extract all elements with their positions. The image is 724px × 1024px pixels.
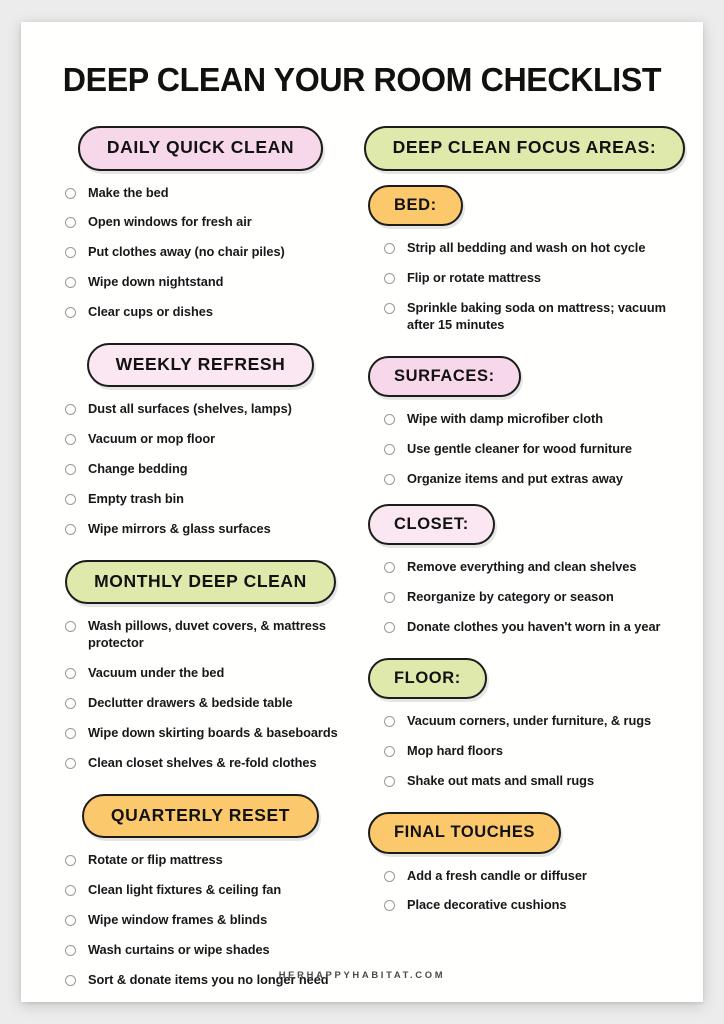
list-item-label: Declutter drawers & bedside table bbox=[88, 695, 293, 711]
list-item-label: Strip all bedding and wash on hot cycle bbox=[407, 240, 646, 255]
list-item[interactable] bbox=[65, 274, 344, 291]
list-item[interactable] bbox=[384, 773, 681, 790]
section-header-monthly-deep-clean bbox=[53, 560, 344, 605]
section-header-bed bbox=[368, 185, 681, 227]
list-item[interactable] bbox=[384, 471, 681, 488]
checkbox-icon[interactable] bbox=[384, 562, 395, 573]
list-item[interactable] bbox=[384, 240, 681, 257]
list-item[interactable] bbox=[65, 304, 344, 321]
checkbox-icon[interactable] bbox=[65, 945, 76, 956]
list-item[interactable] bbox=[65, 618, 344, 652]
checkbox-icon[interactable] bbox=[384, 900, 395, 911]
checklist-weekly-refresh bbox=[53, 401, 344, 537]
checklist-final-touches bbox=[368, 868, 681, 915]
list-item-label: Remove everything and clean shelves bbox=[407, 559, 637, 575]
list-item-label: Wipe mirrors & glass surfaces bbox=[88, 521, 271, 537]
checkbox-icon[interactable] bbox=[65, 915, 76, 926]
list-item-label: Flip or rotate mattress bbox=[407, 269, 541, 285]
checkbox-icon[interactable] bbox=[384, 776, 395, 787]
list-item-label: Wipe window frames & blinds bbox=[88, 912, 268, 928]
list-item[interactable] bbox=[384, 411, 681, 428]
list-item-label: Clean closet shelves & re-fold clothes bbox=[88, 754, 317, 770]
page-title: DEEP CLEAN YOUR ROOM CHECKLIST bbox=[62, 62, 662, 99]
list-item-label: Dust all surfaces (shelves, lamps) bbox=[88, 401, 292, 417]
list-item[interactable] bbox=[65, 882, 344, 899]
pill-daily-quick-clean[interactable]: DAILY QUICK CLEAN bbox=[78, 126, 323, 171]
checklist-bed bbox=[368, 240, 681, 334]
list-item[interactable] bbox=[65, 185, 344, 202]
list-item-label: Vacuum corners, under furniture, & rugs bbox=[407, 713, 652, 729]
section-header-closet bbox=[368, 504, 681, 546]
list-item-label: Put clothes away (no chair piles) bbox=[88, 244, 285, 260]
list-item[interactable] bbox=[65, 725, 344, 742]
list-item-label: Sort & donate items you no longer need bbox=[88, 971, 329, 987]
checkbox-icon[interactable] bbox=[65, 434, 76, 445]
section-header-surfaces bbox=[368, 356, 681, 398]
list-item[interactable] bbox=[65, 521, 344, 538]
list-item[interactable] bbox=[384, 619, 681, 636]
list-item-label: Vacuum or mop floor bbox=[88, 431, 216, 447]
list-item[interactable] bbox=[65, 755, 344, 772]
list-item[interactable] bbox=[65, 491, 344, 508]
checkbox-icon[interactable] bbox=[384, 444, 395, 455]
list-item-label: Wipe down skirting boards & baseboards bbox=[88, 724, 338, 740]
pill-deep-clean-focus-areas[interactable]: DEEP CLEAN FOCUS AREAS: bbox=[364, 126, 686, 171]
pill-weekly-refresh[interactable]: WEEKLY REFRESH bbox=[87, 343, 315, 388]
list-item[interactable] bbox=[384, 270, 681, 287]
checkbox-icon[interactable] bbox=[65, 698, 76, 709]
list-item-label: Use gentle cleaner for wood furniture bbox=[407, 440, 632, 456]
checkbox-icon[interactable] bbox=[384, 622, 395, 633]
checkbox-icon[interactable] bbox=[65, 885, 76, 896]
list-item-label: Clear cups or dishes bbox=[88, 304, 213, 320]
list-item[interactable] bbox=[65, 244, 344, 261]
checkbox-icon[interactable] bbox=[384, 414, 395, 425]
checkbox-icon[interactable] bbox=[65, 277, 76, 288]
list-item[interactable] bbox=[65, 942, 344, 959]
checklist-surfaces bbox=[368, 411, 681, 488]
checkbox-icon[interactable] bbox=[384, 592, 395, 603]
checkbox-icon[interactable] bbox=[384, 303, 395, 314]
checkbox-icon[interactable] bbox=[65, 621, 76, 632]
checkbox-icon[interactable] bbox=[384, 746, 395, 757]
list-item-label: Mop hard floors bbox=[407, 743, 503, 759]
list-item[interactable] bbox=[384, 589, 681, 606]
section-header-focus-areas bbox=[368, 126, 681, 171]
list-item-label: Shake out mats and small rugs bbox=[407, 773, 595, 789]
checkbox-icon[interactable] bbox=[65, 188, 76, 199]
list-item-label: Reorganize by category or season bbox=[407, 589, 614, 605]
pill-bed[interactable]: BED: bbox=[368, 185, 463, 227]
pill-surfaces[interactable]: SURFACES: bbox=[368, 356, 521, 398]
section-header-daily-quick-clean bbox=[53, 126, 344, 171]
checklist-sheet bbox=[21, 22, 703, 1002]
list-item-label: Add a fresh candle or diffuser bbox=[407, 867, 587, 883]
list-item[interactable] bbox=[384, 713, 681, 730]
checkbox-icon[interactable] bbox=[65, 855, 76, 866]
list-item-label: Empty trash bin bbox=[88, 491, 184, 507]
list-item[interactable] bbox=[384, 743, 681, 760]
list-item[interactable] bbox=[65, 852, 344, 869]
checkbox-icon[interactable] bbox=[65, 464, 76, 475]
section-header-final-touches bbox=[368, 812, 681, 854]
list-item[interactable] bbox=[65, 695, 344, 712]
list-item-label: Open windows for fresh air bbox=[88, 214, 252, 230]
right-column bbox=[362, 126, 681, 936]
left-column bbox=[43, 126, 344, 1011]
list-item-label: Wipe down nightstand bbox=[88, 274, 224, 290]
list-item-label: Wash curtains or wipe shades bbox=[88, 941, 270, 957]
list-item-label: Change bedding bbox=[88, 461, 188, 477]
spacer bbox=[368, 171, 681, 185]
checkbox-icon[interactable] bbox=[384, 716, 395, 727]
pill-closet[interactable]: CLOSET: bbox=[368, 504, 495, 546]
checkbox-icon[interactable] bbox=[384, 474, 395, 485]
checklist-daily-quick-clean bbox=[53, 185, 344, 321]
list-item[interactable] bbox=[65, 431, 344, 448]
checkbox-icon[interactable] bbox=[65, 404, 76, 415]
pill-floor[interactable]: FLOOR: bbox=[368, 658, 487, 700]
list-item[interactable] bbox=[384, 868, 681, 885]
checklist-closet bbox=[368, 559, 681, 636]
checkbox-icon[interactable] bbox=[65, 758, 76, 769]
checkbox-icon[interactable] bbox=[384, 273, 395, 284]
list-item-label: Rotate or flip mattress bbox=[88, 852, 223, 868]
checkbox-icon[interactable] bbox=[65, 524, 76, 535]
columns-container bbox=[43, 126, 681, 1011]
list-item[interactable] bbox=[65, 401, 344, 418]
checkbox-icon[interactable] bbox=[384, 243, 395, 254]
checkbox-icon[interactable] bbox=[65, 247, 76, 258]
list-item-label: Wipe with damp microfiber cloth bbox=[407, 411, 603, 427]
footer-website: HERHAPPYHABITAT.COM bbox=[278, 969, 446, 980]
list-item[interactable] bbox=[384, 559, 681, 576]
section-header-quarterly-reset bbox=[53, 794, 344, 839]
checkbox-icon[interactable] bbox=[65, 217, 76, 228]
list-item-label: Clean light fixtures & ceiling fan bbox=[88, 882, 282, 898]
checkbox-icon[interactable] bbox=[65, 494, 76, 505]
list-item[interactable] bbox=[65, 214, 344, 231]
list-item[interactable] bbox=[65, 665, 344, 682]
list-item[interactable] bbox=[384, 441, 681, 458]
checklist-monthly-deep-clean bbox=[53, 618, 344, 771]
pill-monthly-deep-clean[interactable]: MONTHLY DEEP CLEAN bbox=[65, 560, 336, 605]
list-item[interactable] bbox=[65, 461, 344, 478]
pill-final-touches[interactable]: FINAL TOUCHES bbox=[368, 812, 561, 854]
section-header-floor bbox=[368, 658, 681, 700]
list-item-label: Make the bed bbox=[88, 184, 169, 200]
list-item-label: Wash pillows, duvet covers, & mattress protector bbox=[88, 618, 326, 651]
list-item[interactable] bbox=[384, 897, 681, 914]
list-item[interactable] bbox=[384, 300, 681, 334]
checklist-floor bbox=[368, 713, 681, 790]
checkbox-icon[interactable] bbox=[384, 871, 395, 882]
list-item-label: Sprinkle baking soda on mattress; vacuum after 15 minutes bbox=[407, 299, 666, 332]
list-item-label: Place decorative cushions bbox=[407, 897, 567, 913]
pill-quarterly-reset[interactable]: QUARTERLY RESET bbox=[82, 794, 319, 839]
list-item-label: Organize items and put extras away bbox=[407, 470, 623, 486]
checkbox-icon[interactable] bbox=[65, 668, 76, 679]
list-item[interactable] bbox=[65, 912, 344, 929]
checkbox-icon[interactable] bbox=[65, 728, 76, 739]
list-item-label: Donate clothes you haven't worn in a year bbox=[407, 619, 661, 635]
list-item-label: Vacuum under the bed bbox=[88, 665, 225, 681]
checkbox-icon[interactable] bbox=[65, 307, 76, 318]
section-header-weekly-refresh bbox=[53, 343, 344, 388]
